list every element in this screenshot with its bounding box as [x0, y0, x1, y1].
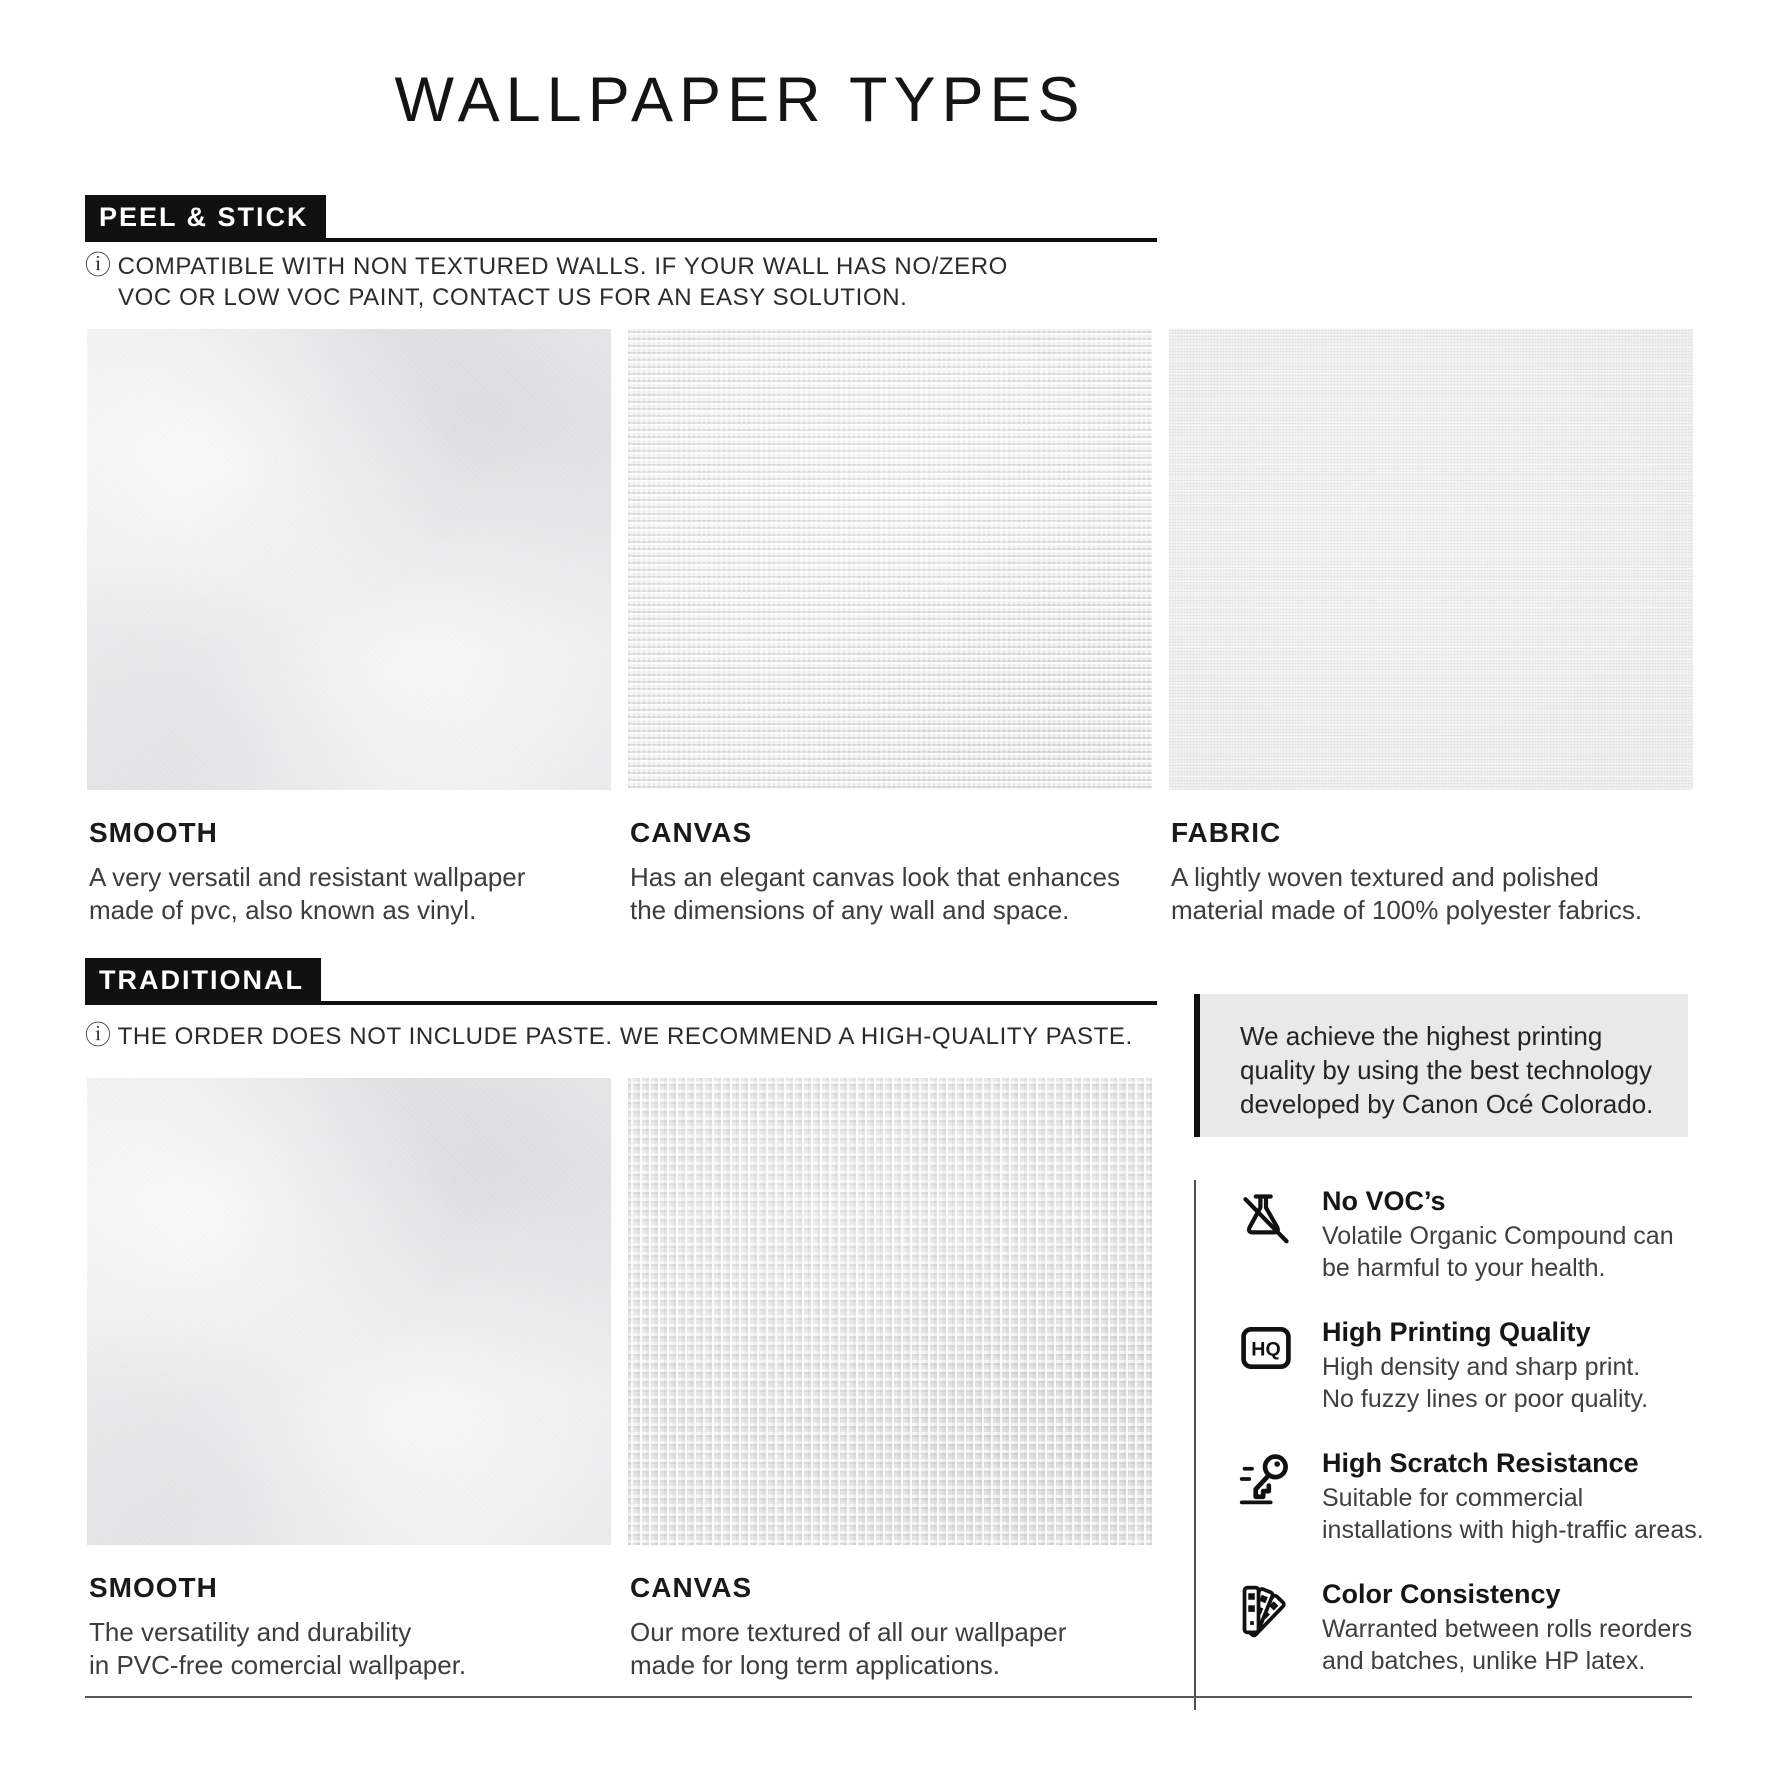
canvas-texture-swatch [628, 1078, 1152, 1545]
feature-title: High Scratch Resistance [1322, 1448, 1639, 1478]
desc-line: and batches, unlike HP latex. [1322, 1647, 1646, 1675]
feature-text [1322, 1317, 1648, 1415]
svg-text:HQ: HQ [1251, 1338, 1281, 1361]
sample-card-canvas-traditional [628, 1078, 1152, 1682]
canvas-texture-swatch [628, 329, 1152, 790]
sample-title: SMOOTH [89, 817, 218, 848]
desc-line: A very versatil and resistant wallpaper [89, 862, 526, 892]
desc-line: Volatile Organic Compound can [1322, 1222, 1674, 1250]
sample-description [1171, 861, 1693, 927]
traditional-section-header [85, 958, 1157, 1005]
feature-color-consistency [1238, 1579, 1734, 1677]
feature-description [1322, 1482, 1704, 1546]
feature-list [1194, 1180, 1734, 1710]
feature-high-printing-quality [1238, 1317, 1734, 1415]
traditional-note-line1: THE ORDER DOES NOT INCLUDE PASTE. WE RECOMMEND A HIGH-QUALITY PASTE. [117, 1023, 1133, 1050]
traditional-samples [87, 1078, 1152, 1682]
feature-title: High Printing Quality [1322, 1317, 1591, 1347]
peel-stick-samples [87, 329, 1693, 927]
no-voc-flask-icon [1238, 1189, 1294, 1250]
desc-line: made of pvc, also known as vinyl. [89, 895, 477, 925]
desc-line: High density and sharp print. [1322, 1353, 1641, 1381]
sample-card-canvas [628, 329, 1152, 927]
peel-stick-badge: PEEL & STICK [85, 195, 326, 240]
desc-line: material made of 100% polyester fabrics. [1171, 895, 1643, 925]
desc-line: installations with high-traffic areas. [1322, 1516, 1704, 1544]
desc-line: The versatility and durability [89, 1617, 412, 1647]
info-icon: ⓘ [85, 1020, 112, 1050]
sample-description [89, 1616, 611, 1682]
scratch-key-icon [1238, 1451, 1294, 1512]
callout-line: We achieve the highest printing [1240, 1021, 1603, 1051]
sample-title: FABRIC [1171, 817, 1282, 848]
sample-description [630, 1616, 1152, 1682]
page-title: WALLPAPER TYPES [394, 65, 1086, 135]
callout-line: quality by using the best technology [1240, 1055, 1652, 1085]
sample-title: CANVAS [630, 817, 753, 848]
bottom-divider [85, 1696, 1692, 1698]
desc-line: Warranted between rolls reorders [1322, 1615, 1693, 1643]
desc-line: No fuzzy lines or poor quality. [1322, 1385, 1649, 1413]
peel-stick-section-header [85, 195, 1157, 242]
sample-description [89, 861, 611, 927]
peel-stick-note-line1: COMPATIBLE WITH NON TEXTURED WALLS. IF YOUR WALL HAS NO/ZERO [117, 253, 1008, 280]
desc-line: Our more textured of all our wallpaper [630, 1617, 1067, 1647]
hq-badge-icon [1238, 1320, 1294, 1381]
color-swatch-icon [1238, 1582, 1294, 1643]
desc-line: Has an elegant canvas look that enhances [630, 862, 1121, 892]
peel-stick-note-line2: VOC OR LOW VOC PAINT, CONTACT US FOR AN EASY SOLUTION. [118, 284, 908, 311]
info-icon: ⓘ [85, 250, 112, 280]
traditional-note [85, 1020, 1133, 1052]
sample-card-smooth-traditional [87, 1078, 611, 1682]
desc-line: in PVC-free comercial wallpaper. [89, 1650, 467, 1680]
feature-description [1322, 1220, 1674, 1284]
traditional-badge: TRADITIONAL [85, 958, 321, 1003]
feature-text [1322, 1448, 1704, 1546]
sample-card-fabric [1169, 329, 1693, 927]
smooth-texture-swatch [87, 329, 611, 790]
feature-text [1322, 1579, 1692, 1677]
desc-line: made for long term applications. [630, 1650, 1000, 1680]
sample-card-smooth [87, 329, 611, 927]
feature-title: Color Consistency [1322, 1579, 1561, 1609]
printing-quality-callout [1194, 994, 1688, 1137]
desc-line: the dimensions of any wall and space. [630, 895, 1070, 925]
feature-description [1322, 1351, 1648, 1415]
feature-high-scratch-resistance [1238, 1448, 1734, 1546]
feature-no-voc [1238, 1186, 1734, 1284]
sample-title: CANVAS [630, 1572, 753, 1603]
desc-line: be harmful to your health. [1322, 1254, 1606, 1282]
feature-text [1322, 1186, 1674, 1284]
feature-title: No VOC’s [1322, 1186, 1446, 1216]
callout-line: developed by Canon Océ Colorado. [1240, 1089, 1654, 1119]
smooth-texture-swatch [87, 1078, 611, 1545]
desc-line: Suitable for commercial [1322, 1484, 1584, 1512]
peel-stick-note [85, 250, 1008, 313]
sample-title: SMOOTH [89, 1572, 218, 1603]
sample-description [630, 861, 1152, 927]
fabric-texture-swatch [1169, 329, 1693, 790]
desc-line: A lightly woven textured and polished [1171, 862, 1599, 892]
feature-description [1322, 1613, 1692, 1677]
